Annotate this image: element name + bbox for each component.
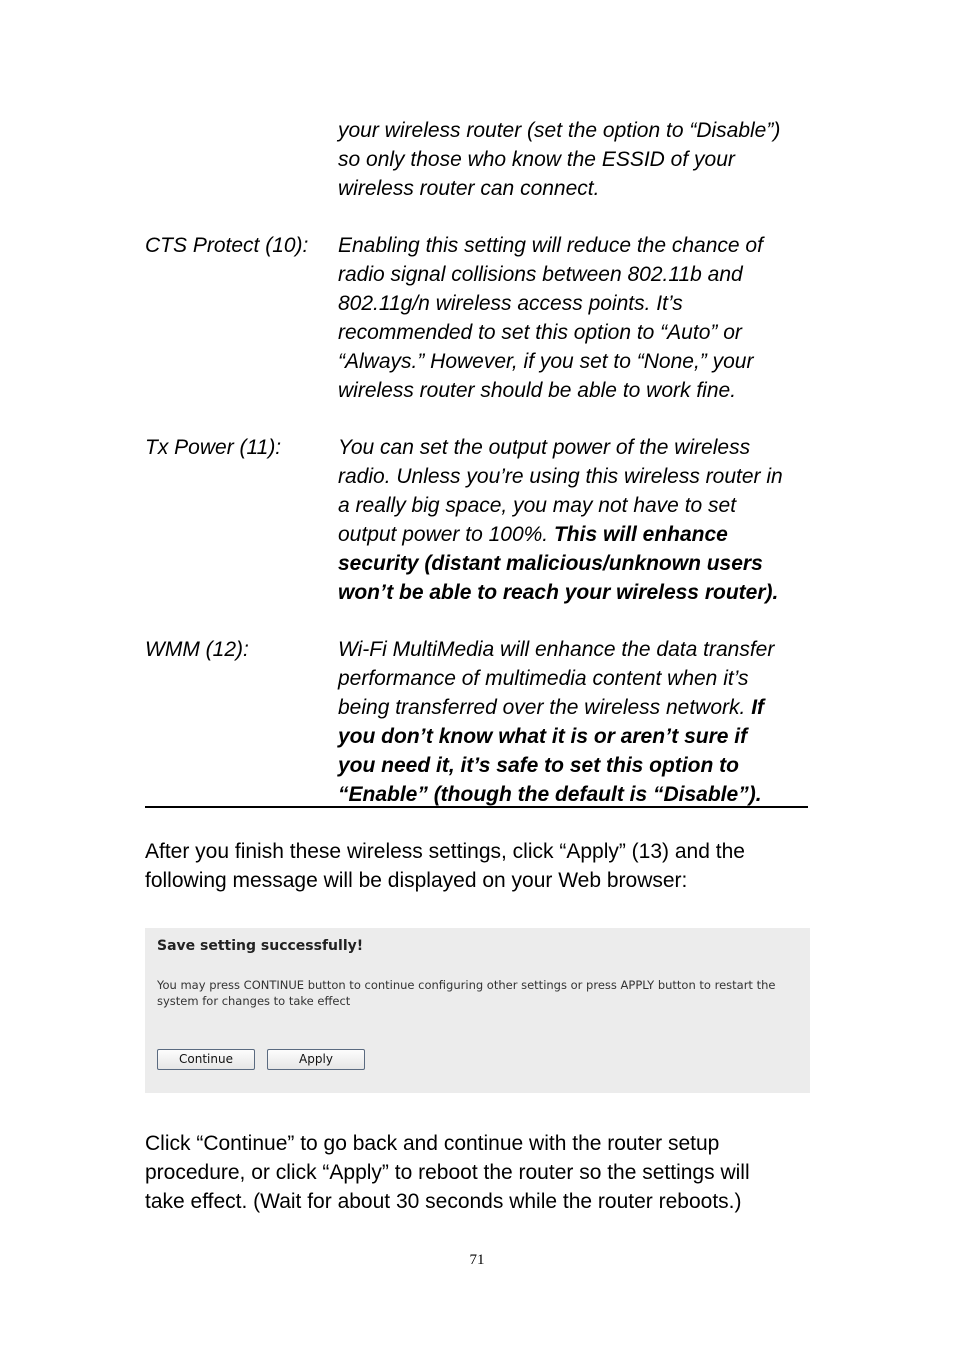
body-text: 802.11g/n wireless access points. It’s (338, 292, 683, 315)
cts-protect-description (338, 231, 816, 405)
description-line (338, 664, 816, 693)
description-line (338, 289, 816, 318)
save-success-title: Save setting successfully! (157, 938, 364, 954)
section-divider (145, 806, 808, 808)
emphasis-text: won’t be able to reach your wireless router). (338, 581, 779, 604)
body-text: a really big space, you may not have to set (338, 494, 737, 517)
body-text: performance of multimedia content when it’s (338, 667, 749, 690)
emphasis-text: security (distant malicious/unknown users (338, 552, 763, 575)
description-line (338, 433, 816, 462)
body-text: Wi-Fi MultiMedia will enhance the data transfer (338, 638, 775, 661)
after-settings-paragraph (145, 837, 825, 895)
description-line (338, 145, 816, 174)
body-text: your wireless router (set the option to “Disable”) (338, 119, 781, 142)
description-line (338, 549, 816, 578)
description-line (338, 751, 816, 780)
description-line (338, 260, 816, 289)
wmm-description (338, 635, 816, 809)
body-text: radio. Unless you’re using this wireless router in (338, 465, 783, 488)
body-text: radio signal collisions between 802.11b and (338, 263, 743, 286)
description-line (338, 231, 816, 260)
paragraph-line: following message will be displayed on your Web browser: (145, 869, 688, 892)
save-success-message (157, 977, 807, 1009)
page-number: 71 (469, 1252, 485, 1268)
essid-broadcast-description (338, 116, 816, 203)
paragraph-line: Click “Continue” to go back and continue with the router setup (145, 1132, 720, 1155)
emphasis-text: If (751, 696, 765, 719)
emphasis-text: This will enhance (553, 523, 728, 546)
description-line (338, 491, 816, 520)
body-text: You can set the output power of the wireless (338, 436, 751, 459)
tx-power-term: Tx Power (11): (145, 436, 282, 459)
cts-protect-term: CTS Protect (10): (145, 234, 309, 257)
description-line (338, 318, 816, 347)
description-line (338, 347, 816, 376)
paragraph-line: take effect. (Wait for about 30 seconds while the router reboots.) (145, 1190, 742, 1213)
body-text: being transferred over the wireless network. (338, 696, 752, 719)
wmm-term: WMM (12): (145, 638, 249, 661)
description-line (338, 376, 816, 405)
emphasis-text: you don’t know what it is or aren’t sure if (338, 725, 748, 748)
emphasis-text: you need it, it’s safe to set this option to (338, 754, 739, 777)
tx-power-description (338, 433, 816, 607)
message-line: You may press CONTINUE button to continue configuring other settings or press APPLY button to restart the (157, 978, 776, 992)
body-text: recommended to set this option to “Auto” or (338, 321, 742, 344)
description-line (338, 722, 816, 751)
description-line (338, 578, 816, 607)
body-text: wireless router should be able to work fine. (338, 379, 737, 402)
description-line (338, 693, 816, 722)
apply-button[interactable]: Apply (267, 1049, 365, 1070)
body-text: “Always.” However, if you set to “None,” your (338, 350, 754, 373)
description-line (338, 116, 816, 145)
emphasis-text: “Enable” (though the default is “Disable”). (338, 783, 762, 806)
description-line (338, 462, 816, 491)
description-line (338, 174, 816, 203)
body-text: output power to 100%. (338, 523, 554, 546)
paragraph-line: After you finish these wireless settings, click “Apply” (13) and the (145, 840, 745, 863)
description-line (338, 780, 816, 809)
message-line: system for changes to take effect (157, 994, 351, 1008)
body-text: wireless router can connect. (338, 177, 600, 200)
description-line (338, 635, 816, 664)
body-text: so only those who know the ESSID of your (338, 148, 735, 171)
description-line (338, 520, 816, 549)
continue-button[interactable]: Continue (157, 1049, 255, 1070)
body-text: Enabling this setting will reduce the chance of (338, 234, 763, 257)
closing-paragraph (145, 1129, 825, 1216)
paragraph-line: procedure, or click “Apply” to reboot the router so the settings will (145, 1161, 750, 1184)
save-success-panel (145, 928, 810, 1093)
